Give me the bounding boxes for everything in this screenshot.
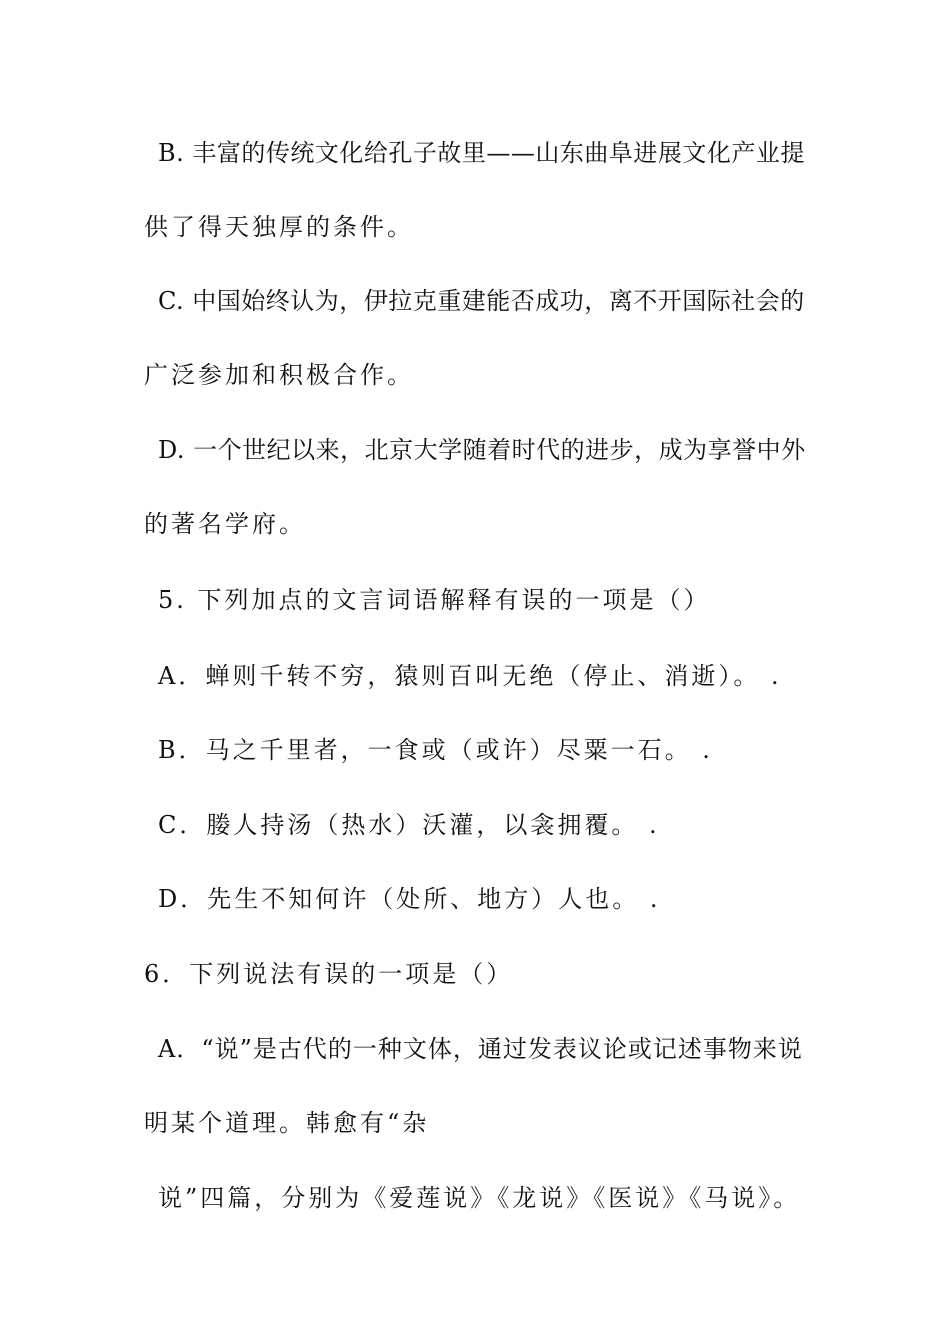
question-5-option-c: C．媵人持汤（热水）沃灌，以衾拥覆。 .: [158, 811, 660, 839]
option-c-line-1: C. 中国始终认为，伊拉克重建能否成功，离不开国际社会的: [158, 287, 805, 315]
question-5-option-a: A．蝉则千转不穷，猿则百叫无绝（停止、消逝）。 .: [158, 662, 782, 690]
question-5-option-b: B．马之千里者，一食或（或许）尽粟一石。 .: [158, 736, 713, 764]
option-d-line-1: D. 一个世纪以来，北京大学随着时代的进步，成为享誉中外: [158, 436, 806, 464]
question-6-option-a-line-2: 明某个道理。韩愈有“杂: [144, 1109, 430, 1137]
option-b-line-1: B. 丰富的传统文化给孔子故里——山东曲阜进展文化产业提: [158, 139, 805, 167]
question-5-title: 5. 下列加点的文言词语解释有误的一项是（）: [158, 586, 711, 614]
option-c-line-2: 广泛参加和积极合作。: [144, 361, 414, 389]
question-6-title: 6．下列说法有误的一项是（）: [144, 960, 514, 988]
question-6-option-a-line-1: A．“说”是古代的一种文体，通过发表议论或记述事物来说: [158, 1035, 803, 1063]
option-d-line-2: 的著名学府。: [144, 510, 306, 538]
question-5-option-d: D．先生不知何许（处所、地方）人也。 .: [158, 885, 661, 913]
question-6-option-a-line-3: 说”四篇，分别为《爱莲说》《龙说》《医说》《马说》。: [158, 1184, 801, 1212]
option-b-line-2: 供了得天独厚的条件。: [144, 213, 414, 241]
